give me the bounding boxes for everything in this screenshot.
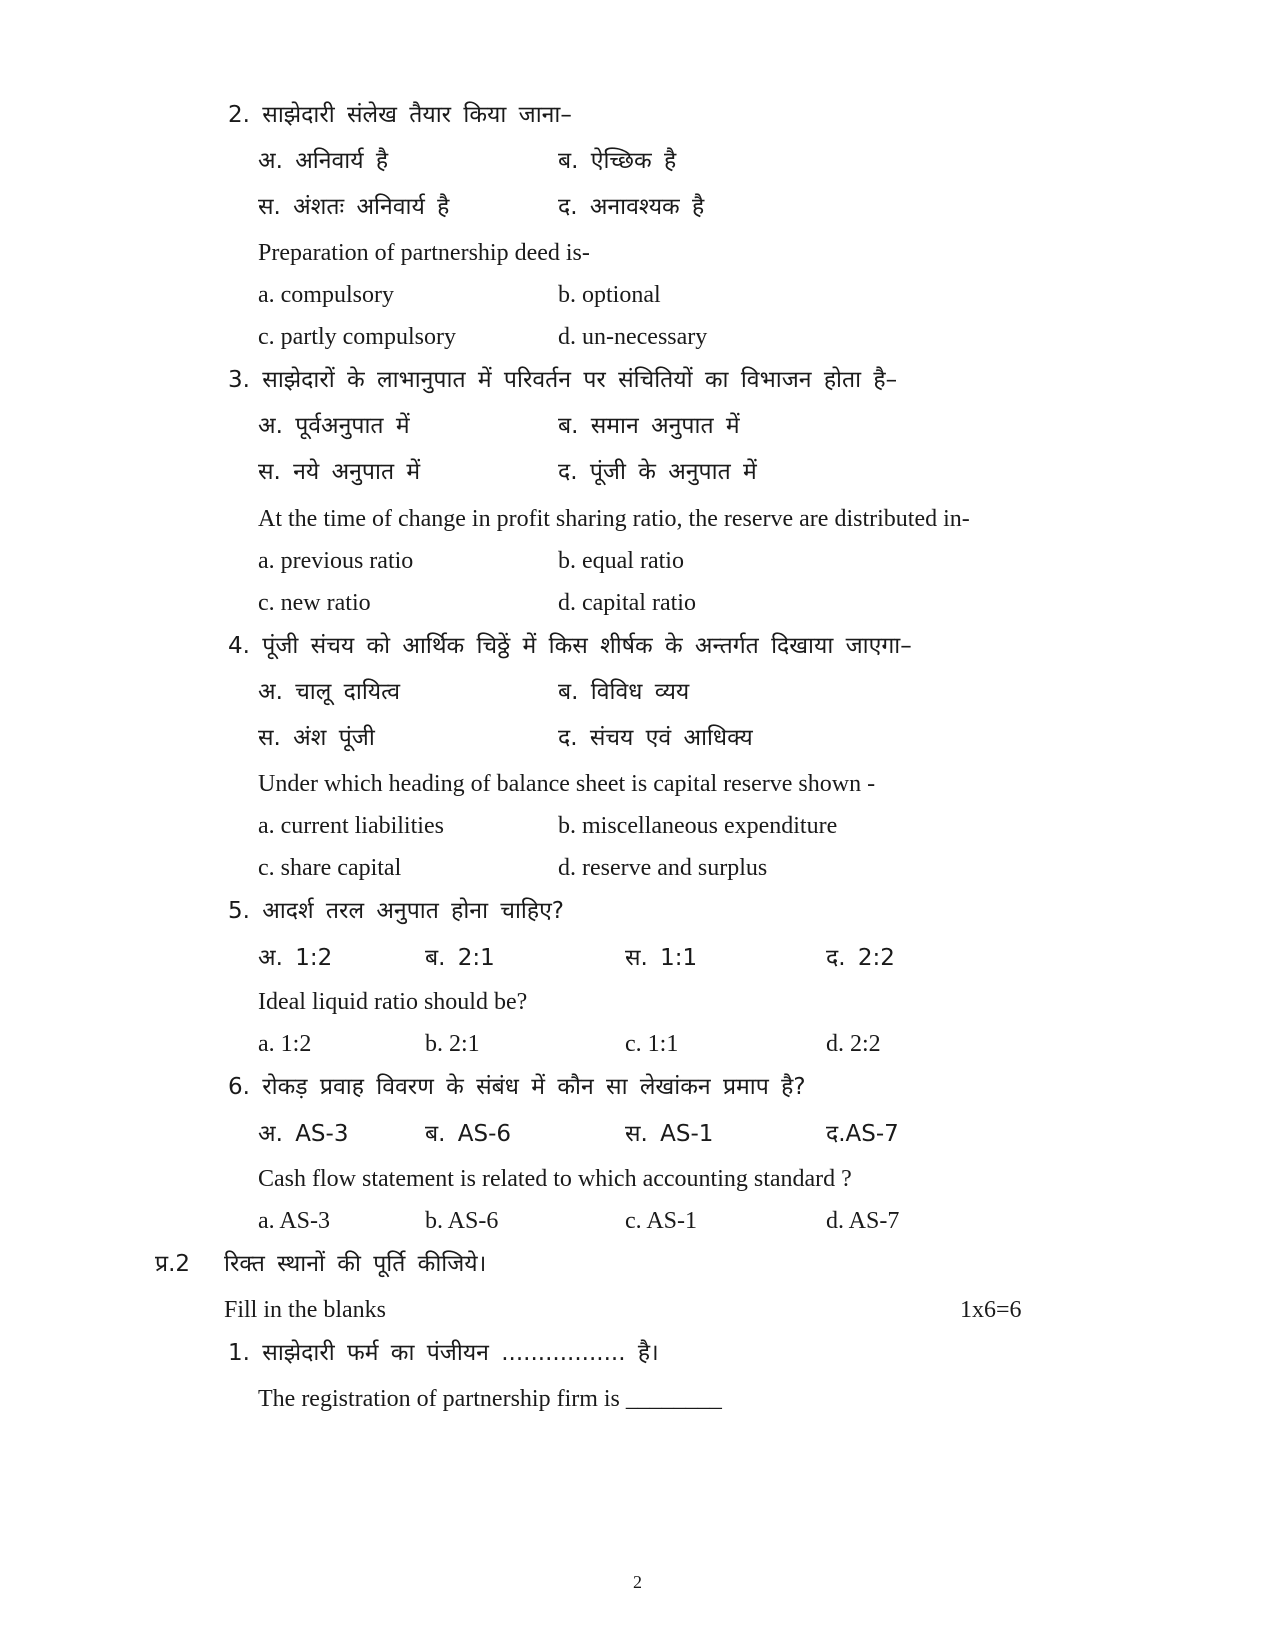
option-hindi: स. नये अनुपात में xyxy=(258,459,421,485)
option-english: a. 1:2 xyxy=(258,1031,312,1057)
option-english: c. partly compulsory xyxy=(258,324,456,350)
question-2-english: Preparation of partnership deed is- xyxy=(258,240,590,266)
question-2-hindi xyxy=(228,104,572,127)
question-text: साझेदारी फर्म का पंजीयन ................. है। xyxy=(262,1340,659,1366)
option-hindi: द. पूंजी के अनुपात में xyxy=(558,459,757,485)
option-hindi: ब. समान अनुपात में xyxy=(558,413,740,439)
option-english: c. new ratio xyxy=(258,590,371,616)
option-english: b. AS-6 xyxy=(425,1208,499,1234)
question-text: साझेदारी संलेख तैयार किया जाना– xyxy=(262,102,572,128)
question-4-hindi xyxy=(228,635,912,658)
option-english: d. AS-7 xyxy=(826,1208,900,1234)
option-hindi: स. अंश पूंजी xyxy=(258,725,375,751)
question-3-english: At the time of change in profit sharing ratio, the reserve are distributed in- xyxy=(258,506,970,532)
question-number: 6. xyxy=(228,1074,250,1100)
option-english: b. 2:1 xyxy=(425,1031,480,1057)
option-english: d. reserve and surplus xyxy=(558,855,768,881)
option-hindi: अ. AS-3 xyxy=(258,1121,349,1147)
question-number: 5. xyxy=(228,898,250,924)
option-hindi: अ. पूर्वअनुपात में xyxy=(258,413,410,439)
option-hindi: ब. ऐच्छिक है xyxy=(558,148,677,174)
option-hindi: ब. AS-6 xyxy=(425,1121,512,1147)
question-number: 2. xyxy=(228,102,250,128)
option-english: a. compulsory xyxy=(258,282,394,308)
section-marks: 1x6=6 xyxy=(960,1297,1022,1323)
question-number: 3. xyxy=(228,367,250,393)
option-hindi: अ. चालू दायित्व xyxy=(258,679,401,705)
option-hindi: द. अनावश्यक है xyxy=(558,194,705,220)
question-5-english: Ideal liquid ratio should be? xyxy=(258,989,528,1015)
blank-1-hindi xyxy=(228,1342,659,1365)
section-heading-english: Fill in the blanks xyxy=(224,1297,386,1323)
section-heading-hindi: रिक्त स्थानों की पूर्ति कीजिये। xyxy=(224,1251,487,1277)
option-hindi: ब. 2:1 xyxy=(425,945,495,971)
option-english: d. capital ratio xyxy=(558,590,696,616)
question-text: आदर्श तरल अनुपात होना चाहिए? xyxy=(262,898,564,924)
option-hindi: स. AS-1 xyxy=(625,1121,714,1147)
option-english: c. AS-1 xyxy=(625,1208,697,1234)
option-english: c. 1:1 xyxy=(625,1031,679,1057)
option-hindi: ब. विविध व्यय xyxy=(558,679,690,705)
option-hindi: द. संचय एवं आधिक्य xyxy=(558,725,753,751)
option-hindi: अ. अनिवार्य है xyxy=(258,148,389,174)
question-text: पूंजी संचय को आर्थिक चिठ्ठें में किस शीर्षक के अन्तर्गत दिखाया जाएगा– xyxy=(262,633,912,659)
option-english: a. previous ratio xyxy=(258,548,414,574)
option-hindi: स. 1:1 xyxy=(625,945,698,971)
question-text: रोकड़ प्रवाह विवरण के संबंध में कौन सा लेखांकन प्रमाप है? xyxy=(262,1074,806,1100)
option-english: b. optional xyxy=(558,282,661,308)
blank-1-english: The registration of partnership firm is ________ xyxy=(258,1386,722,1412)
option-hindi: स. अंशतः अनिवार्य है xyxy=(258,194,450,220)
option-english: c. share capital xyxy=(258,855,402,881)
option-hindi: द. 2:2 xyxy=(826,945,895,971)
question-4-english: Under which heading of balance sheet is capital reserve shown - xyxy=(258,771,876,797)
question-6-english: Cash flow statement is related to which accounting standard ? xyxy=(258,1166,852,1192)
option-english: a. AS-3 xyxy=(258,1208,330,1234)
option-english: a. current liabilities xyxy=(258,813,444,839)
option-english: b. miscellaneous expenditure xyxy=(558,813,838,839)
option-english: d. 2:2 xyxy=(826,1031,881,1057)
question-5-hindi xyxy=(228,900,564,923)
option-english: b. equal ratio xyxy=(558,548,684,574)
question-3-hindi xyxy=(228,369,897,392)
option-english: d. un-necessary xyxy=(558,324,708,350)
question-text: साझेदारों के लाभानुपात में परिवर्तन पर संचितियों का विभाजन होता है– xyxy=(262,367,898,393)
question-6-hindi xyxy=(228,1076,806,1099)
question-number: 4. xyxy=(228,633,250,659)
question-number: 1. xyxy=(228,1340,250,1366)
page-number: 2 xyxy=(633,1572,642,1592)
option-hindi: अ. 1:2 xyxy=(258,945,333,971)
section-label: प्र.2 xyxy=(155,1251,191,1277)
option-hindi: द.AS-7 xyxy=(826,1121,899,1147)
